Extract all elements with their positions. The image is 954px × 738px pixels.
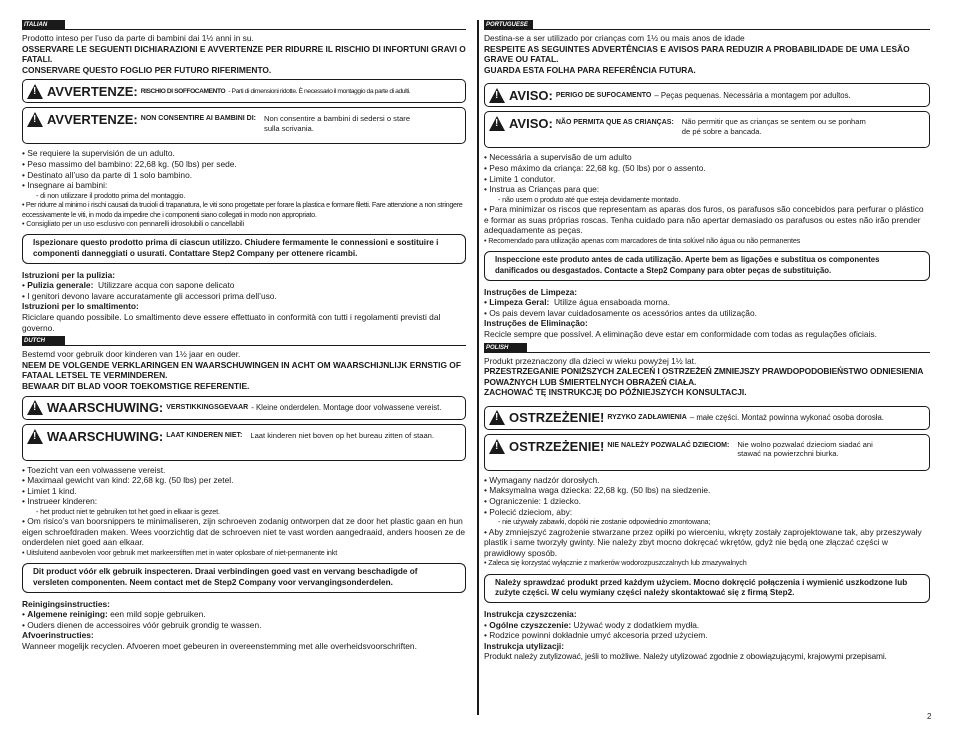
list-subitem: - não usem o produto até que esteja devidamente montado.	[498, 194, 681, 204]
care-general: • Ogólne czyszczenie: Używać wody z dodatkiem mydła.	[484, 619, 700, 630]
warning-triangle-icon	[489, 410, 505, 425]
list-item: • Maximaal gewicht van kind: 22,68 kg. (50 lbs) per zetel.	[22, 475, 234, 486]
column-divider	[477, 20, 479, 715]
disposal-title: Instruções de Eliminação:	[484, 318, 588, 329]
disposal-text: Recicle sempre que possível. A eliminação deve estar em conformidade com todas as regulações oficiais.	[484, 328, 877, 339]
lang-tag-portuguese: PORTUGUESE	[484, 20, 533, 29]
inspection-notice: Dit product vóór elk gebruik inspecteren. Draai verbindingen goed vast en vervang beschadigde of versleten componenten. Neem contact met de Step2 Company voor vervangingsonderdelen.	[22, 563, 466, 592]
warning-triangle-icon	[27, 112, 43, 127]
warning-box-choking	[484, 83, 930, 107]
warning-box-children	[22, 107, 466, 144]
bold-warning-1: NEEM DE VOLGENDE VERKLARINGEN EN WAARSCHUWINGEN IN ACHT OM WAARSCHIJNLIJK ERNSTIG OF FATAAL LETSEL TE VERMINDEREN.	[22, 359, 461, 381]
warning-box-choking	[22, 396, 466, 420]
care-title: Instrukcja czyszczenia:	[484, 609, 577, 620]
list-item: • Peso massimo del bambino: 22,68 kg. (50 lbs) per sede.	[22, 158, 237, 169]
care-accessories: • Os pais devem lavar cuidadosamente os acessórios antes da utilização.	[484, 307, 757, 318]
warning-text-line-2: de pé sobre a bancada.	[681, 126, 762, 136]
warning-text: - Kleine onderdelen. Montage door volwassene vereist.	[251, 403, 442, 412]
warning-box-children	[484, 111, 930, 148]
list-item: • Toezicht van een volwassene vereist.	[22, 464, 166, 475]
warning-text: - Parti di dimensioni ridotte. È necessario il montaggio da parte di adulti.	[228, 87, 411, 95]
disposal-title: Instrukcja utylizacji:	[484, 640, 565, 651]
care-general-text: Używać wody z dodatkiem mydła.	[573, 619, 700, 630]
list-item: • Uitsluitend aanbevolen voor gebruik met markeerstiften met in water oplosbare of niet-permanente inkt	[22, 548, 338, 558]
warning-subtitle: NON CONSENTIRE AI BAMBINI DI:	[140, 115, 257, 123]
care-general: • Limpeza Geral: Utilize água ensaboada morna.	[484, 297, 670, 308]
lang-bar-italian	[22, 20, 466, 30]
intro-text: Produkt przeznaczony dla dzieci w wieku powyżej 1½ lat.	[484, 355, 697, 366]
bold-warning-2: ZACHOWAĆ TĘ INSTRUKCJĘ DO PÓŹNIEJSZYCH KONSULTACJI.	[484, 387, 747, 398]
lang-bar-polish	[484, 343, 930, 353]
disposal-text: Riciclare quando possibile. Lo smaltimento deve essere effettuato in conformità con tutti i regolamenti previsti dal governo.	[22, 311, 441, 333]
list-subitem: - het product niet te gebruiken tot het goed in elkaar is gezet.	[36, 506, 220, 516]
warning-subtitle: PERIGO DE SUFOCAMENTO	[555, 91, 652, 99]
warning-title: AVVERTENZE:	[47, 83, 138, 99]
warning-box-children	[484, 434, 930, 471]
warning-text-line-1: Nie wolno pozwalać dzieciom siadać ani	[737, 439, 873, 449]
lang-bar-dutch	[22, 336, 466, 346]
list-item: • Necessária a supervisão de um adulto	[484, 152, 632, 163]
list-item: • Ograniczenie: 1 dziecko.	[484, 496, 581, 507]
list-item: • Se requiere la supervisión de un adulto.	[22, 148, 175, 159]
care-general-text: Utilizzare acqua con sapone delicato	[98, 280, 235, 291]
warning-text-block	[682, 117, 866, 136]
inspection-notice: Ispezionare questo prodotto prima di ciascun utilizzo. Chiudere fermamente le connessioni e sostituire i componenti danneggiati o usurati. Contattare Step2 Company per ottenere ricambi.	[22, 234, 466, 263]
list-item: • Recomendado para utilização apenas com marcadores de tinta solúvel não água ou não permanentes	[484, 235, 801, 245]
warning-text: – Peças pequenas. Necessária a montagem por adultos.	[654, 90, 851, 100]
bold-warning-1: RESPEITE AS SEGUINTES ADVERTÊNCIAS E AVISOS PARA REDUZIR A PROBABILIDADE DE UMA LESÃO GRAVE OU FATAL.	[484, 43, 910, 65]
care-accessories: • Rodzice powinni dokładnie umyć akcesoria przed użyciem.	[484, 630, 708, 641]
warning-title: WAARSCHUWING:	[47, 428, 164, 444]
warning-subtitle: LAAT KINDEREN NIET:	[166, 431, 243, 439]
list-item: • Maksymalna waga dziecka: 22,68 kg. (50 lbs) na siedzenie.	[484, 485, 711, 496]
list-item: • Destinato all’uso da parte di 1 solo bambino.	[22, 169, 193, 180]
care-title: Istruzioni per la pulizia:	[22, 269, 116, 280]
warning-subtitle: NIE NALEŻY POZWALAĆ DZIECIOM:	[607, 441, 730, 449]
warning-title: OSTRZEŻENIE!	[509, 410, 605, 426]
care-accessories: • Ouders dienen de accessoires vóór gebruik grondig te wassen.	[22, 619, 262, 630]
warning-triangle-icon	[489, 88, 505, 103]
warning-title: AVVERTENZE:	[47, 112, 138, 128]
care-general-label: Algemene reiniging:	[27, 609, 108, 620]
list-item: • Wymagany nadzór dorosłych.	[484, 474, 600, 485]
care-general-label: Limpeza Geral:	[489, 297, 550, 308]
list-item: • Aby zmniejszyć zagrożenie stwarzane przez opiłki po wierceniu, wkręty zostały zaprojektowane tak, aby przeszywały plastik i same tworzyły gwinty. Nie należy zbyt mocno dokręcać wkrętów, gdyż nie będą one złączać części w prawidłowy sposób.	[484, 526, 922, 558]
warning-title: AVISO:	[509, 87, 553, 103]
warning-triangle-icon	[27, 400, 43, 415]
warning-triangle-icon	[489, 439, 505, 454]
list-subitem: - di non utilizzare il prodotto prima del montaggio.	[36, 190, 186, 200]
bold-warning-1: PRZESTRZEGANIE PONIŻSZYCH ZALECEŃ I OSTRZEŻEŃ ZMNIEJSZY PRAWDOPODOBIEŃSTWO ODNIESIENIA POWAŻNYCH LUB ŚMIERTELNYCH OBRAŻEŃ CIAŁA.	[484, 366, 924, 387]
warning-subtitle: RISCHIO DI SOFFOCAMENTO	[140, 87, 226, 95]
list-item: • Instrua as Crianças para que:	[484, 184, 600, 195]
section-polish	[484, 343, 930, 663]
warning-text-line-1: Não permitir que as crianças se sentem ou se ponham	[681, 117, 866, 127]
warning-text: – małe części. Montaż powinna wykonać osoba dorosła.	[689, 413, 884, 423]
intro-text: Prodotto inteso per l’uso da parte di bambini dai 1½ anni in su.	[22, 33, 254, 43]
list-item: • Limiet 1 kind.	[22, 485, 77, 496]
care-title: Reinigingsinstructies:	[22, 598, 110, 609]
section-dutch	[22, 336, 466, 652]
list-item: • Polecić dzieciom, aby:	[484, 506, 573, 517]
page-number: 2	[927, 712, 932, 721]
care-general-label: Ogólne czyszczenie:	[489, 619, 572, 630]
warning-text: Laat kinderen niet boven op het bureau zitten of staan.	[250, 430, 435, 440]
warning-text-block	[264, 114, 410, 133]
bold-warning-2: CONSERVARE QUESTO FOGLIO PER FUTURO RIFERIMENTO.	[22, 64, 272, 75]
inspection-notice: Należy sprawdzać produkt przed każdym użyciem. Mocno dokręcić połączenia i wymienić uszkodzone lub zużyte części. W celu wymiany części należy skontaktować się z firmą Step2.	[484, 574, 930, 603]
warning-title: WAARSCHUWING:	[47, 400, 164, 415]
disposal-title: Istruzioni per lo smaltimento:	[22, 301, 139, 312]
warning-subtitle: NÃO PERMITA QUE AS CRIANÇAS:	[555, 119, 674, 127]
warning-title: OSTRZEŻENIE!	[509, 438, 605, 454]
list-item: • Om risico’s van boorsnippers te minimaliseren, zijn schroeven zodanig ontworpen dat ze door het plastic gaan en hun eigen schroefdraden maken. Wees voorzichtig dat de schroeven niet te vast worden aangedraaid, anders hoosen ze de onderdelen niet goed aan elkaar.	[22, 516, 466, 548]
care-general-text: een mild sopje gebruiken.	[110, 609, 206, 620]
list-item: • Per ridurre al minimo i rischi causati da trucioli di trapanatura, le viti sono progettate per forare la plastica e formare filetti. Fare attenzione a non stringere eccessivamente le viti, in modo da impedire che i componenti siano collegati in modo non appropriato.	[22, 200, 463, 219]
warning-box-choking	[484, 406, 930, 430]
lang-tag-dutch: DUTCH	[22, 336, 65, 345]
bold-warning-2: GUARDA ESTA FOLHA PARA REFERÊNCIA FUTURA.	[484, 64, 696, 75]
left-column	[22, 20, 466, 652]
list-item: • Instrueer kinderen:	[22, 496, 98, 507]
disposal-title: Afvoerinstructies:	[22, 630, 94, 641]
right-column	[484, 20, 930, 662]
section-portuguese	[484, 20, 930, 340]
warning-text-block	[737, 440, 873, 459]
care-accessories: • I genitori devono lavare accuratamente gli accessori prima dell’uso.	[22, 290, 277, 301]
intro-text: Bestemd voor gebruik door kinderen van 1½ jaar en ouder.	[22, 349, 241, 360]
list-item: • Insegnare ai bambini:	[22, 180, 108, 191]
care-title: Instruções de Limpeza:	[484, 286, 578, 297]
warning-subtitle: VERSTIKKINGSGEVAAR	[166, 404, 249, 411]
lang-tag-italian: ITALIAN	[22, 20, 65, 29]
disposal-text: Wanneer mogelijk recyclen. Afvoeren moet gebeuren in overeenstemming met alle overheidsvoorschriften.	[22, 641, 417, 652]
care-general-text: Utilize água ensaboada morna.	[553, 297, 670, 308]
warning-text-line-2: stawać na powierzchni biurka.	[737, 449, 839, 459]
warning-box-choking	[22, 79, 466, 103]
bold-warning-2: BEWAAR DIT BLAD VOOR TOEKOMSTIGE REFERENTIE.	[22, 380, 250, 391]
warning-triangle-icon	[489, 116, 505, 131]
care-general-label: Pulizia generale:	[27, 280, 94, 291]
list-item: • Peso máximo da criança: 22,68 kg. (50 lbs) por o assento.	[484, 162, 706, 173]
warning-text-line-2: sulla scrivania.	[264, 123, 314, 133]
lang-tag-polish: POLISH	[484, 343, 527, 352]
list-item: • Consigliato per un uso esclusivo con pennarelli idrosolubili o cancellabili	[22, 218, 244, 228]
lang-bar-portuguese	[484, 20, 930, 30]
list-item: • Limite 1 condutor.	[484, 173, 556, 184]
warning-triangle-icon	[27, 84, 43, 99]
care-general: • Pulizia generale: Utilizzare acqua con sapone delicato	[22, 280, 235, 291]
section-italian	[22, 20, 466, 333]
warning-subtitle: RYZYKO ZADŁAWIENIA	[607, 414, 687, 422]
intro-text: Destina-se a ser utilizado por crianças com 1½ ou mais anos de idade	[484, 33, 745, 43]
care-general: • Algemene reiniging: een mild sopje gebruiken.	[22, 609, 206, 620]
list-item: • Zaleca się korzystać wyłącznie z markerów wodorozpuszczalnych lub zmazywalnych	[484, 558, 747, 568]
inspection-notice: Inspeccione este produto antes de cada utilização. Aperte bem as ligações e substitua os componentes danificados ou desgastados. Contacte a Step2 Company para obter peças de substituição.	[484, 251, 930, 280]
list-item: • Para minimizar os riscos que representam as aparas dos furos, os parafusos são concebidos para perfurar o plástico e formar as suas próprias roscas. Tenha cuidado para não apertar demasiado os parafusos ou estes não irão prender adequadamente as peças.	[484, 204, 924, 236]
warning-box-children	[22, 424, 466, 461]
warning-text-line-1: Non consentire a bambini di sedersi o stare	[264, 114, 411, 124]
list-subitem: - nie używały zabawki, dopóki nie zostanie odpowiednio zmontowana;	[498, 517, 711, 527]
warning-title: AVISO:	[509, 116, 553, 132]
disposal-text: Produkt należy zutylizować, jeśli to możliwe. Należy utylizować zgodnie z obowiązującymi, krajowymi przepisami.	[484, 651, 887, 662]
bold-warning-1: OSSERVARE LE SEGUENTI DICHIARAZIONI E AVVERTENZE PER RIDURRE IL RISCHIO DI INFORTUNI GRAVI O FATALI.	[22, 43, 466, 65]
warning-triangle-icon	[27, 429, 43, 444]
